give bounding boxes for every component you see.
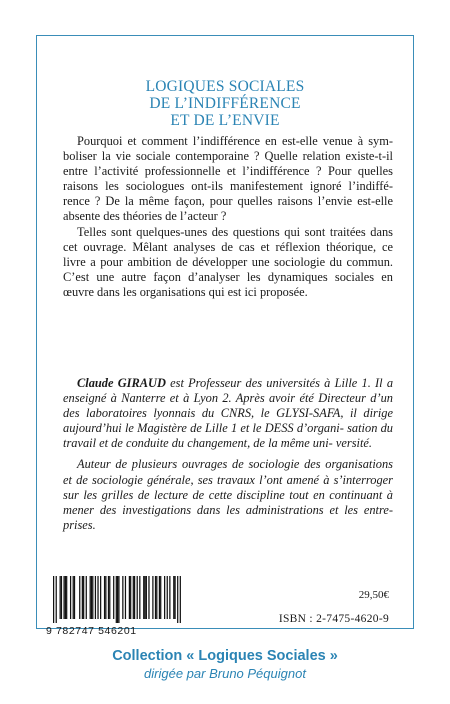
collection-name: Collection « Logiques Sociales »	[112, 648, 338, 664]
barcode-bar	[134, 576, 135, 619]
barcode-bar	[63, 576, 64, 619]
barcode-bar	[173, 576, 174, 619]
title-line-1: LOGIQUES SOCIALES	[145, 78, 305, 95]
barcode-bar	[164, 576, 165, 619]
author-paragraph-2: Auteur de plusieurs ouvrages de sociologie des organisations et de sociologie générale, ses travaux l’ont amené à s’interroger sur les grilles de lecture de cette discipline tout en continuant à mener des investigations dans les administrations et les entre- prises.	[63, 457, 393, 532]
book-description	[63, 134, 393, 300]
barcode-bar	[180, 576, 181, 623]
barcode-bar	[146, 576, 147, 619]
barcode-bar	[155, 576, 156, 619]
barcode-bar	[143, 576, 144, 619]
barcode-bar	[61, 576, 62, 619]
barcode-bar	[105, 576, 106, 619]
author-paragraph-1: Claude GIRAUD est Professeur des universités à Lille 1. Il a enseigné à Nanterre et à Lyon 2. Après avoir été Directeur d’un des laboratoires lyonnais du CNRS, le GLYSI-SAFA, il dirige aujourd’hui le Magistère de Lille 1 et le DESS d’organi- sation du travail et de conduite du changement, de la même uni- versité.	[63, 376, 394, 451]
barcode-bar	[97, 576, 98, 619]
barcode-bar	[70, 576, 71, 619]
collection-director: dirigée par Bruno Péquignot	[144, 666, 306, 681]
barcode-bar	[133, 576, 134, 619]
barcode-bar	[152, 576, 153, 619]
barcode-bar	[167, 576, 168, 619]
author-name: Claude GIRAUD	[77, 376, 166, 390]
description-paragraph-1: Pourquoi et comment l’indifférence en est-elle venue à sym- boliser la vie sociale contemporaine ? Quelle relation existe-t-il entre l’activité professionnelle et l’indifférence ? Pour quelles raisons les sociologues ont-ils manifestement ignoré l’indiffé- rence ? De la même façon, pour quelles raisons l’envie est-elle absente des théories de l’acteur ?	[63, 134, 393, 224]
description-paragraph-2: Telles sont quelques-unes des questions qui sont traitées dans cet ouvrage. Mêlant analyses de cas et réflexion théorique, ce livre a pour ambition de développer une sociologie du commun. C’est une autre façon d’analyser les dynamiques sociales en œuvre dans les organisations qui est ici proposée.	[63, 224, 393, 299]
barcode-bar	[53, 576, 54, 623]
barcode-bar	[92, 576, 93, 619]
price: 29,50€	[358, 589, 389, 601]
barcode-bar	[144, 576, 145, 619]
isbn: ISBN : 2-7475-4620-9	[278, 613, 389, 625]
barcode-image	[53, 576, 181, 623]
barcode-bar	[113, 576, 114, 619]
barcode-bar	[160, 576, 161, 619]
title-line-2: DE L’INDIFFÉRENCE	[149, 95, 301, 112]
barcode-bar	[86, 576, 87, 619]
cover-frame	[36, 35, 414, 637]
barcode-bar	[116, 576, 117, 623]
barcode-bar	[109, 576, 110, 619]
barcode-bar	[129, 576, 130, 619]
barcode-bar	[159, 576, 160, 619]
barcode-bar	[122, 576, 123, 619]
barcode-bar	[79, 576, 80, 619]
barcode-bar	[56, 576, 57, 623]
barcode-bar	[139, 576, 140, 619]
barcode-bar	[108, 576, 109, 619]
barcode-bar	[137, 576, 138, 619]
barcode-bar	[73, 576, 74, 619]
barcode-bar	[60, 576, 61, 619]
book-title	[37, 78, 413, 129]
barcode-bar	[65, 576, 66, 619]
barcode-bar	[90, 576, 91, 619]
barcode-bar	[83, 576, 84, 619]
barcode-bar	[104, 576, 105, 619]
author-bio	[63, 376, 393, 533]
barcode-bar	[66, 576, 67, 619]
title-line-3: ET DE L’ENVIE	[170, 112, 280, 129]
barcode-bar	[82, 576, 83, 619]
barcode-bar	[74, 576, 75, 619]
barcode-bar	[125, 576, 126, 619]
barcode-bar	[118, 576, 119, 623]
barcode-bar	[156, 576, 157, 619]
barcode-number: 9 782747 546201	[46, 625, 137, 637]
barcode-bar	[148, 576, 149, 619]
barcode-bar	[100, 576, 101, 619]
barcode-bar	[130, 576, 131, 619]
barcode-bar	[169, 576, 170, 619]
barcode-bar	[95, 576, 96, 619]
barcode-bar	[91, 576, 92, 619]
barcode-bar	[117, 576, 118, 623]
barcode-bar	[177, 576, 178, 623]
barcode-bar	[174, 576, 175, 619]
